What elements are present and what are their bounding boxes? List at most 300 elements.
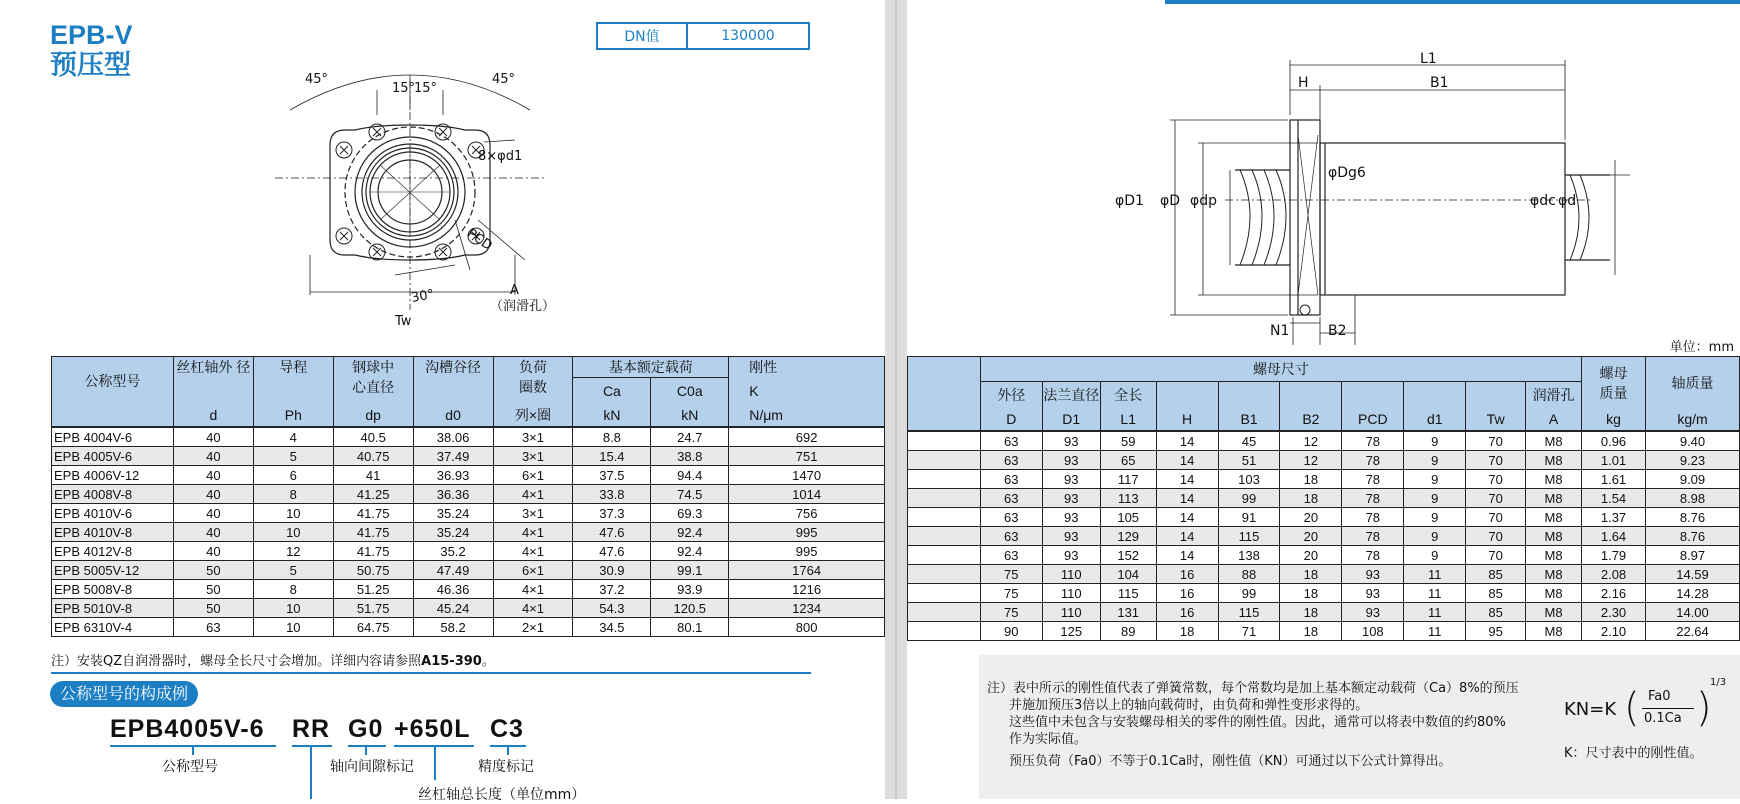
code-part-clearance: G0 [348, 715, 384, 743]
table-cell: 15.4 [573, 447, 651, 466]
table-cell: 1216 [729, 580, 885, 599]
table-cell: 14 [1156, 431, 1218, 451]
left-note-text: 注）安装QZ自润滑器时，螺母全长尺寸会增加。详细内容请参照 [51, 654, 422, 669]
table-cell: 4 [253, 427, 333, 447]
unit-kg: kg [1582, 408, 1646, 431]
table-cell: 41.75 [333, 504, 413, 523]
unit-model [52, 404, 174, 427]
series-name: EPB-V [50, 20, 133, 50]
table-cell: M8 [1526, 565, 1582, 584]
table-cell: 51 [1218, 451, 1280, 470]
table-cell: EPB 4008V-8 [52, 485, 174, 504]
table-cell: 38.8 [651, 447, 729, 466]
table-cell: 115 [1218, 527, 1280, 546]
table-cell: 103 [1218, 470, 1280, 489]
unit-kgm: kg/m [1646, 408, 1740, 431]
model-leader [192, 745, 194, 755]
table-cell: 93 [1342, 565, 1404, 584]
table-cell: M8 [1526, 470, 1582, 489]
table-cell: 99.1 [651, 561, 729, 580]
formula-lhs: KN=K [1564, 699, 1617, 720]
table-cell: 63 [173, 618, 253, 637]
angle-small-right-label: 15° [414, 81, 438, 96]
table-cell: 800 [729, 618, 885, 637]
table-cell [908, 431, 981, 451]
col-root-dia: 沟槽谷径 [413, 357, 493, 405]
table-cell: 36.93 [413, 466, 493, 485]
table-cell: 1470 [729, 466, 885, 485]
table-cell: 14 [1156, 546, 1218, 565]
table-cell: 50.75 [333, 561, 413, 580]
h-label: H [1298, 75, 1309, 91]
table-cell: 4×1 [493, 599, 573, 618]
table-cell: EPB 5010V-8 [52, 599, 174, 618]
unit-dp: dp [333, 404, 413, 427]
table-cell: 30.9 [573, 561, 651, 580]
table-cell: 34.5 [573, 618, 651, 637]
table-cell: 46.36 [413, 580, 493, 599]
table-cell: 41.25 [333, 485, 413, 504]
table-cell: M8 [1526, 584, 1582, 603]
code-part-length: +650L [394, 715, 471, 743]
table-cell: 12 [1280, 451, 1342, 470]
accuracy-leader [507, 745, 509, 755]
table-row [908, 489, 1740, 508]
table-cell [908, 527, 981, 546]
table-cell: 85 [1466, 603, 1526, 622]
table-cell: 40 [173, 542, 253, 561]
table-cell: 99 [1218, 489, 1280, 508]
table-cell: EPB 5005V-12 [52, 561, 174, 580]
table-cell [908, 584, 981, 603]
unit-circuits: 列×圈 [493, 404, 573, 427]
table-cell: 117 [1100, 470, 1156, 489]
col-ca: Ca [573, 378, 651, 405]
table-cell: 2.10 [1582, 622, 1646, 641]
table-cell: 3×1 [493, 504, 573, 523]
table-cell: 85 [1466, 584, 1526, 603]
angle-left-label: 45° [305, 72, 329, 87]
table-cell: 108 [1342, 622, 1404, 641]
table-row [908, 603, 1740, 622]
col-d1 [1404, 382, 1466, 409]
table-cell: 35.2 [413, 542, 493, 561]
table-cell: 756 [729, 504, 885, 523]
table-cell: 14 [1156, 451, 1218, 470]
table-cell: M8 [1526, 546, 1582, 565]
table-cell: 10 [253, 599, 333, 618]
table-cell: 70 [1466, 508, 1526, 527]
section-divider [51, 672, 811, 674]
unit-blank [908, 408, 981, 431]
table-cell: 93 [1042, 451, 1100, 470]
table-cell: 3×1 [493, 427, 573, 447]
table-cell: 9 [1404, 527, 1466, 546]
table-cell: 63 [980, 489, 1042, 508]
series-type: 预压型 [50, 50, 131, 80]
top-accent-bar [1165, 0, 1740, 4]
table-cell: 78 [1342, 470, 1404, 489]
table-cell: 4×1 [493, 485, 573, 504]
note-line-1: 注）表中所示的刚性值代表了弹簧常数，每个常数均是加上基本额定动载荷（Ca）8%的预压 [987, 681, 1519, 696]
col-outer-dia: 外径 [980, 382, 1042, 409]
table-row [908, 584, 1740, 603]
col-model: 公称型号 [52, 357, 174, 405]
rigidity-note-box [979, 655, 1740, 799]
table-cell [908, 470, 981, 489]
table-cell: 5 [253, 447, 333, 466]
code-part-model: EPB4005V-6 [110, 715, 265, 743]
formula-note: K：尺寸表中的刚性值。 [1564, 746, 1703, 761]
col-k: K [729, 378, 885, 405]
table-cell: 11 [1404, 603, 1466, 622]
table-cell: 38.06 [413, 427, 493, 447]
table-row [52, 580, 885, 599]
table-cell: 16 [1156, 584, 1218, 603]
table-cell: 70 [1466, 431, 1526, 451]
table-cell: 51.25 [333, 580, 413, 599]
col-b2 [1280, 382, 1342, 409]
table-cell: 93 [1042, 431, 1100, 451]
table-cell: 8.76 [1646, 508, 1740, 527]
unit-c0a: kN [651, 404, 729, 427]
table-cell: 6×1 [493, 561, 573, 580]
table-cell: 93 [1042, 546, 1100, 565]
table-cell: 20 [1280, 508, 1342, 527]
table-cell: 94.4 [651, 466, 729, 485]
table-cell: 45.24 [413, 599, 493, 618]
table-cell: 12 [253, 542, 333, 561]
table-cell: 4×1 [493, 580, 573, 599]
col-nut-dimensions: 螺母尺寸 [980, 357, 1581, 382]
table-cell: EPB 4006V-12 [52, 466, 174, 485]
table-cell: 16 [1156, 603, 1218, 622]
table-cell: 8.97 [1646, 546, 1740, 565]
col-shaft-od: 丝杠轴外 径 [173, 357, 253, 405]
table-cell: 18 [1280, 622, 1342, 641]
unit-b1: B1 [1218, 408, 1280, 431]
pcd-label: PCD [464, 226, 495, 254]
table-cell: 70 [1466, 489, 1526, 508]
table-cell: 9 [1404, 470, 1466, 489]
table-cell: 9.40 [1646, 431, 1740, 451]
note-line-5: 预压负荷（Fa0）不等于0.1Ca时，刚性值（KN）可通过以下公式计算得出。 [1009, 754, 1452, 769]
table-cell: 78 [1342, 508, 1404, 527]
table-cell: 70 [1466, 546, 1526, 565]
table-cell: 93 [1042, 489, 1100, 508]
table-cell: 110 [1042, 565, 1100, 584]
table-cell: 4×1 [493, 523, 573, 542]
table-cell: 6 [253, 466, 333, 485]
n1-label: N1 [1270, 323, 1290, 339]
table-cell: 47.6 [573, 542, 651, 561]
table-cell: 50 [173, 580, 253, 599]
unit-ph: Ph [253, 404, 333, 427]
table-cell: M8 [1526, 451, 1582, 470]
dn-value-box [596, 22, 810, 50]
table-cell: 47.49 [413, 561, 493, 580]
col-lead: 导程 [253, 357, 333, 405]
table-cell: 40 [173, 447, 253, 466]
table-cell: 115 [1218, 603, 1280, 622]
table-cell: 2.16 [1582, 584, 1646, 603]
table-row [52, 523, 885, 542]
table-cell: 93 [1042, 527, 1100, 546]
table-cell: 10 [253, 523, 333, 542]
table-cell: 93 [1042, 470, 1100, 489]
table-row [908, 565, 1740, 584]
col-rigidity: 刚性 [729, 357, 885, 378]
table-row [908, 451, 1740, 470]
d-outer-label: φD [1160, 193, 1181, 209]
table-cell: 80.1 [651, 618, 729, 637]
table-cell: 9 [1404, 451, 1466, 470]
table-cell [908, 508, 981, 527]
table-cell: 40.5 [333, 427, 413, 447]
page-gutter [885, 0, 907, 799]
table-row [52, 542, 885, 561]
table-cell: 1.61 [1582, 470, 1646, 489]
table-cell: 14.00 [1646, 603, 1740, 622]
dg6-label: φDg6 [1328, 165, 1366, 181]
table-cell: 63 [980, 546, 1042, 565]
d1-label: φD1 [1115, 193, 1144, 209]
table-cell: 1.37 [1582, 508, 1646, 527]
table-cell: EPB 4004V-6 [52, 427, 174, 447]
table-cell: 70 [1466, 470, 1526, 489]
left-note-end: 。 [481, 654, 495, 669]
code-part-seal: RR [292, 715, 331, 743]
table-cell: 14.59 [1646, 565, 1740, 584]
b1-label: B1 [1430, 75, 1449, 91]
table-cell: 2.30 [1582, 603, 1646, 622]
left-spec-table [51, 356, 885, 637]
table-cell: 33.8 [573, 485, 651, 504]
table-cell: M8 [1526, 622, 1582, 641]
table-cell: 85 [1466, 565, 1526, 584]
right-spec-table [907, 356, 1740, 641]
table-cell: 37.3 [573, 504, 651, 523]
table-cell [908, 489, 981, 508]
formula-paren-close: ) [1696, 685, 1712, 731]
page-title [50, 20, 133, 80]
table-cell: 751 [729, 447, 885, 466]
table-row [908, 508, 1740, 527]
table-cell: 18 [1156, 622, 1218, 641]
formula-exponent: 1/3 [1710, 677, 1727, 688]
table-row [52, 599, 885, 618]
unit-b2: B2 [1280, 408, 1342, 431]
table-cell: 78 [1342, 527, 1404, 546]
lube-hole-note: （润滑孔） [490, 299, 556, 314]
col-shaft-mass: 轴质量 [1646, 357, 1740, 409]
seal-underline [292, 745, 332, 747]
clearance-leader [365, 745, 367, 755]
table-row [52, 504, 885, 523]
table-cell: 1764 [729, 561, 885, 580]
table-cell [908, 546, 981, 565]
table-cell: 14 [1156, 470, 1218, 489]
table-cell: 12 [1280, 431, 1342, 451]
table-cell: 40.75 [333, 447, 413, 466]
formula-numerator: Fa0 [1648, 689, 1671, 704]
table-row [52, 618, 885, 637]
flange-front-drawing [300, 70, 560, 330]
length-leader [434, 745, 436, 780]
table-cell: 104 [1100, 565, 1156, 584]
unit-a: A [1526, 408, 1582, 431]
table-cell: 8.76 [1646, 527, 1740, 546]
table-cell: M8 [1526, 431, 1582, 451]
unit-pcd: PCD [1342, 408, 1404, 431]
table-cell: 131 [1100, 603, 1156, 622]
dc-label: φdc [1530, 193, 1556, 209]
clearance-label: 轴向间隙标记 [330, 759, 414, 775]
table-cell: 35.24 [413, 523, 493, 542]
table-cell: 152 [1100, 546, 1156, 565]
table-cell: EPB 4005V-6 [52, 447, 174, 466]
table-cell: 50 [173, 561, 253, 580]
table-cell: 10 [253, 504, 333, 523]
table-cell: 9 [1404, 508, 1466, 527]
table-cell: EPB 5008V-8 [52, 580, 174, 599]
holes-label: 8×φd1 [478, 149, 523, 164]
table-cell: 95 [1466, 622, 1526, 641]
code-example-pill: 公称型号的构成例 [50, 681, 198, 707]
table-cell: 50 [173, 599, 253, 618]
table-cell: 1.54 [1582, 489, 1646, 508]
table-cell: 110 [1042, 584, 1100, 603]
table-cell: 18 [1280, 603, 1342, 622]
table-cell [908, 451, 981, 470]
unit-l1: L1 [1100, 408, 1156, 431]
seal-leader [310, 745, 312, 799]
col-circuits: 负荷圈数 [493, 357, 573, 405]
tw-label: Tw [395, 314, 412, 329]
table-cell: 2×1 [493, 618, 573, 637]
table-cell: 9.23 [1646, 451, 1740, 470]
col-tw [1466, 382, 1526, 409]
table-cell: 90 [980, 622, 1042, 641]
table-cell: 8 [253, 485, 333, 504]
table-cell: 75 [980, 603, 1042, 622]
table-cell: 89 [1100, 622, 1156, 641]
unit-d0: d0 [413, 404, 493, 427]
table-cell: 71 [1218, 622, 1280, 641]
table-row [908, 470, 1740, 489]
table-cell: 99 [1218, 584, 1280, 603]
table-cell: 63 [980, 470, 1042, 489]
angle-small-left-label: 15° [392, 81, 416, 96]
table-cell: 18 [1280, 565, 1342, 584]
table-cell: 37.5 [573, 466, 651, 485]
table-row [908, 622, 1740, 641]
table-cell: 10 [253, 618, 333, 637]
dn-value: 130000 [721, 28, 775, 44]
accuracy-label: 精度标记 [478, 759, 534, 775]
table-cell: M8 [1526, 489, 1582, 508]
table-cell: 8.8 [573, 427, 651, 447]
table-cell: 47.6 [573, 523, 651, 542]
note-line-2: 并施加预压3倍以上的轴向载荷时，由负荷和弹性变形求得的。 [1009, 698, 1369, 713]
table-cell: 37.49 [413, 447, 493, 466]
table-cell: 59 [1100, 431, 1156, 451]
table-cell: 70 [1466, 451, 1526, 470]
unit-d1: d1 [1404, 408, 1466, 431]
table-cell: 40 [173, 504, 253, 523]
table-cell: 64.75 [333, 618, 413, 637]
table-cell: 1.79 [1582, 546, 1646, 565]
table-cell: 9 [1404, 431, 1466, 451]
table-cell: 1.01 [1582, 451, 1646, 470]
table-cell: EPB 4012V-8 [52, 542, 174, 561]
table-cell: 125 [1042, 622, 1100, 641]
table-cell: 78 [1342, 431, 1404, 451]
col-ball-center: 钢球中心直径 [333, 357, 413, 405]
table-cell: 91 [1218, 508, 1280, 527]
table-row [52, 561, 885, 580]
table-row [908, 431, 1740, 451]
table-cell: 18 [1280, 489, 1342, 508]
table-cell: 78 [1342, 546, 1404, 565]
rigidity-formula [1564, 677, 1734, 737]
table-cell: 63 [980, 431, 1042, 451]
dp-label: φdp [1190, 193, 1218, 209]
table-cell: 692 [729, 427, 885, 447]
table-cell: 78 [1342, 489, 1404, 508]
table-cell: 65 [1100, 451, 1156, 470]
formula-paren-open: ( [1624, 685, 1640, 731]
table-cell: 51.75 [333, 599, 413, 618]
table-cell: 18 [1280, 470, 1342, 489]
table-cell: 9.09 [1646, 470, 1740, 489]
dn-label: DN值 [598, 24, 688, 48]
model-label: 公称型号 [162, 759, 218, 775]
table-cell: 63 [980, 508, 1042, 527]
unit-ca: kN [573, 404, 651, 427]
table-cell: EPB 4010V-6 [52, 504, 174, 523]
angle-bottom-label: 30° [410, 287, 436, 306]
unit-h: H [1156, 408, 1218, 431]
table-cell: M8 [1526, 603, 1582, 622]
unit-note: 单位：mm [1669, 340, 1734, 355]
unit-d: d [173, 404, 253, 427]
table-cell: 35.24 [413, 504, 493, 523]
table-cell: 8.98 [1646, 489, 1740, 508]
formula-denominator: 0.1Ca [1644, 711, 1682, 726]
col-blank [908, 357, 981, 409]
col-nut-mass: 螺母质量 [1582, 357, 1646, 409]
table-cell: 2.08 [1582, 565, 1646, 584]
table-cell: 54.3 [573, 599, 651, 618]
code-part-accuracy: C3 [490, 715, 524, 743]
table-cell: 93 [1342, 603, 1404, 622]
table-cell: 88 [1218, 565, 1280, 584]
col-pcd [1342, 382, 1404, 409]
table-cell: 14 [1156, 527, 1218, 546]
length-label: 丝杠轴总长度（单位mm） [418, 787, 586, 803]
table-cell: 115 [1100, 584, 1156, 603]
table-cell: 40 [173, 427, 253, 447]
table-cell: 14 [1156, 489, 1218, 508]
table-cell: 63 [980, 451, 1042, 470]
table-cell: 58.2 [413, 618, 493, 637]
table-cell: 70 [1466, 527, 1526, 546]
table-cell: 41.75 [333, 523, 413, 542]
table-cell: 1014 [729, 485, 885, 504]
table-cell: 93 [1042, 508, 1100, 527]
table-cell: 74.5 [651, 485, 729, 504]
